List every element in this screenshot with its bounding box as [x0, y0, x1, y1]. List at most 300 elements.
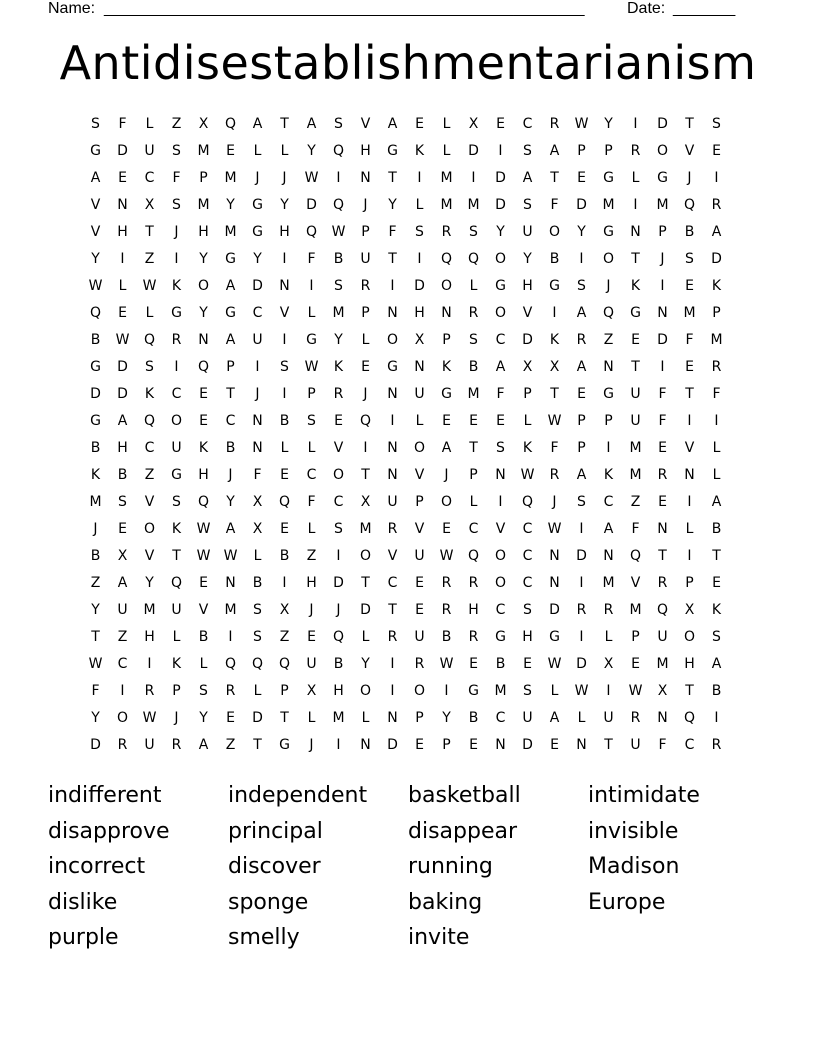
- grid-letter: X: [468, 115, 479, 132]
- grid-letter: E: [199, 385, 208, 402]
- grid-letter: P: [469, 466, 478, 483]
- grid-letter: K: [441, 358, 452, 375]
- grid-letter: D: [657, 331, 668, 348]
- grid-letter: S: [253, 628, 262, 645]
- grid-letter: H: [414, 304, 425, 321]
- grid-letter: E: [712, 142, 721, 159]
- grid-letter: O: [413, 439, 426, 456]
- grid-letter: S: [334, 520, 343, 537]
- grid-letter: J: [309, 736, 314, 753]
- grid-letter: M: [359, 520, 372, 537]
- grid-letter: G: [630, 304, 641, 321]
- grid-letter: I: [714, 169, 719, 186]
- grid-letter: A: [549, 142, 560, 159]
- grid-letter: E: [415, 574, 424, 591]
- grid-letter: Q: [467, 250, 480, 267]
- grid-letter: I: [255, 358, 260, 375]
- grid-letter: I: [579, 574, 584, 591]
- grid-letter: G: [306, 331, 317, 348]
- grid-letter: Y: [442, 709, 451, 726]
- grid-letter: R: [630, 142, 641, 159]
- grid-letter: K: [711, 601, 722, 618]
- grid-letter: Y: [226, 196, 235, 213]
- grid-letter: U: [414, 547, 425, 564]
- grid-letter: V: [90, 196, 101, 213]
- grid-letter: N: [684, 466, 695, 483]
- grid-letter: C: [522, 520, 533, 537]
- grid-letter: S: [172, 196, 181, 213]
- grid-letter: B: [468, 358, 479, 375]
- grid-letter: R: [603, 601, 614, 618]
- grid-letter: Y: [226, 493, 235, 510]
- grid-letter: J: [93, 520, 98, 537]
- grid-letter: B: [711, 682, 722, 699]
- grid-letter: D: [360, 601, 371, 618]
- grid-letter: U: [657, 628, 668, 645]
- grid-letter: B: [711, 520, 722, 537]
- grid-letter: M: [440, 169, 453, 186]
- grid-letter: P: [604, 142, 613, 159]
- grid-letter: A: [225, 331, 236, 348]
- grid-letter: X: [144, 196, 155, 213]
- grid-letter: Y: [199, 304, 208, 321]
- grid-letter: D: [414, 277, 425, 294]
- grid-letter: S: [145, 358, 154, 375]
- grid-letter: A: [522, 169, 533, 186]
- grid-letter: J: [660, 250, 665, 267]
- grid-letter: V: [414, 466, 425, 483]
- grid-letter: O: [683, 628, 696, 645]
- word-list-item: running: [408, 854, 493, 880]
- grid-letter: V: [387, 547, 398, 564]
- grid-letter: Y: [523, 250, 532, 267]
- grid-letter: V: [414, 520, 425, 537]
- grid-letter: D: [468, 142, 479, 159]
- grid-letter: W: [196, 547, 211, 564]
- grid-letter: M: [224, 223, 237, 240]
- grid-letter: B: [495, 655, 506, 672]
- grid-letter: I: [309, 277, 314, 294]
- word-list-item: disapprove: [48, 818, 170, 844]
- grid-letter: M: [629, 466, 642, 483]
- grid-letter: E: [415, 736, 424, 753]
- name-label: Name:: [48, 0, 96, 17]
- grid-letter: V: [279, 304, 290, 321]
- grid-letter: X: [279, 601, 290, 618]
- grid-letter: G: [549, 628, 560, 645]
- grid-letter: K: [171, 520, 182, 537]
- grid-letter: V: [684, 439, 695, 456]
- grid-letter: I: [120, 682, 125, 699]
- grid-letter: Q: [602, 304, 615, 321]
- grid-letter: Z: [144, 250, 155, 267]
- grid-letter: P: [523, 385, 532, 402]
- grid-letter: D: [711, 250, 722, 267]
- grid-letter: R: [468, 574, 479, 591]
- grid-letter: D: [252, 277, 263, 294]
- grid-letter: N: [495, 466, 506, 483]
- grid-letter: P: [631, 628, 640, 645]
- grid-letter: P: [280, 682, 289, 699]
- grid-letter: O: [494, 574, 507, 591]
- grid-letter: M: [143, 601, 156, 618]
- grid-letter: J: [363, 385, 368, 402]
- grid-letter: X: [306, 682, 317, 699]
- grid-letter: G: [171, 304, 182, 321]
- grid-letter: U: [414, 628, 425, 645]
- grid-letter: W: [88, 655, 103, 672]
- grid-letter: L: [442, 142, 451, 159]
- grid-letter: A: [198, 736, 209, 753]
- grid-letter: T: [550, 169, 559, 186]
- grid-letter: X: [603, 655, 614, 672]
- grid-letter: R: [576, 331, 587, 348]
- grid-letter: R: [387, 520, 398, 537]
- grid-letter: G: [468, 682, 479, 699]
- grid-letter: T: [388, 169, 397, 186]
- grid-letter: Y: [604, 115, 613, 132]
- grid-letter: R: [387, 628, 398, 645]
- grid-letter: C: [495, 709, 506, 726]
- grid-letter: D: [387, 736, 398, 753]
- grid-letter: W: [574, 682, 589, 699]
- grid-letter: U: [360, 250, 371, 267]
- grid-letter: P: [415, 709, 424, 726]
- grid-letter: U: [117, 601, 128, 618]
- grid-letter: U: [144, 736, 155, 753]
- grid-letter: T: [145, 223, 154, 240]
- grid-letter: E: [631, 331, 640, 348]
- grid-letter: I: [498, 142, 503, 159]
- grid-letter: N: [387, 709, 398, 726]
- grid-letter: R: [576, 601, 587, 618]
- grid-letter: F: [253, 466, 262, 483]
- grid-letter: U: [306, 655, 317, 672]
- grid-letter: I: [606, 439, 611, 456]
- grid-letter: N: [549, 574, 560, 591]
- grid-letter: D: [522, 736, 533, 753]
- grid-letter: U: [252, 331, 263, 348]
- grid-letter: J: [309, 601, 314, 618]
- grid-letter: U: [630, 412, 641, 429]
- word-list-item: baking: [408, 889, 483, 915]
- grid-letter: V: [360, 115, 371, 132]
- name-field-line: ______________________________________________________: [104, 0, 585, 17]
- grid-letter: L: [145, 115, 154, 132]
- grid-letter: N: [441, 304, 452, 321]
- grid-letter: D: [90, 385, 101, 402]
- grid-letter: N: [225, 574, 236, 591]
- grid-letter: I: [687, 493, 692, 510]
- grid-letter: D: [576, 547, 587, 564]
- grid-letter: N: [495, 736, 506, 753]
- grid-letter: T: [280, 115, 289, 132]
- grid-letter: F: [658, 736, 667, 753]
- grid-letter: I: [633, 196, 638, 213]
- grid-letter: D: [495, 196, 506, 213]
- grid-letter: I: [282, 331, 287, 348]
- grid-letter: Q: [224, 115, 237, 132]
- grid-letter: C: [495, 331, 506, 348]
- grid-letter: H: [684, 655, 695, 672]
- grid-letter: M: [710, 331, 723, 348]
- grid-letter: I: [390, 655, 395, 672]
- grid-letter: H: [360, 142, 371, 159]
- grid-letter: N: [603, 358, 614, 375]
- grid-letter: I: [579, 520, 584, 537]
- grid-letter: X: [522, 358, 533, 375]
- grid-letter: N: [198, 331, 209, 348]
- grid-letter: E: [469, 736, 478, 753]
- grid-letter: E: [307, 628, 316, 645]
- grid-letter: I: [660, 277, 665, 294]
- grid-letter: S: [712, 628, 721, 645]
- grid-letter: S: [415, 223, 424, 240]
- grid-letter: R: [333, 385, 344, 402]
- grid-letter: S: [469, 223, 478, 240]
- grid-letter: M: [89, 493, 102, 510]
- grid-letter: N: [387, 385, 398, 402]
- grid-letter: T: [685, 115, 694, 132]
- grid-letter: R: [171, 736, 182, 753]
- grid-letter: M: [224, 601, 237, 618]
- grid-letter: L: [442, 115, 451, 132]
- word-list-item: Madison: [588, 854, 680, 880]
- date-field-line: _______: [673, 0, 736, 17]
- grid-letter: P: [361, 223, 370, 240]
- grid-letter: A: [576, 358, 587, 375]
- grid-letter: O: [494, 304, 507, 321]
- grid-letter: O: [332, 466, 345, 483]
- grid-letter: N: [657, 709, 668, 726]
- grid-letter: X: [684, 601, 695, 618]
- grid-letter: E: [577, 385, 586, 402]
- grid-letter: S: [523, 682, 532, 699]
- grid-letter: W: [547, 412, 562, 429]
- grid-letter: O: [386, 331, 399, 348]
- grid-letter: S: [307, 412, 316, 429]
- grid-letter: U: [522, 709, 533, 726]
- grid-letter: L: [307, 439, 316, 456]
- grid-letter: N: [117, 196, 128, 213]
- grid-letter: S: [334, 115, 343, 132]
- grid-letter: R: [549, 115, 560, 132]
- grid-letter: M: [197, 142, 210, 159]
- grid-letter: X: [252, 493, 263, 510]
- grid-letter: G: [549, 277, 560, 294]
- grid-letter: I: [687, 547, 692, 564]
- word-list-item: Europe: [588, 889, 666, 915]
- grid-letter: L: [307, 520, 316, 537]
- puzzle-title: Antidisestablishmentarianism: [59, 36, 757, 90]
- grid-letter: M: [494, 682, 507, 699]
- grid-letter: D: [522, 331, 533, 348]
- grid-letter: M: [467, 385, 480, 402]
- grid-letter: S: [523, 601, 532, 618]
- grid-letter: V: [144, 493, 155, 510]
- grid-letter: N: [576, 736, 587, 753]
- grid-letter: O: [440, 277, 453, 294]
- grid-letter: A: [225, 277, 236, 294]
- grid-letter: V: [333, 439, 344, 456]
- grid-letter: K: [711, 277, 722, 294]
- grid-letter: T: [604, 736, 613, 753]
- grid-letter: P: [172, 682, 181, 699]
- grid-letter: A: [387, 115, 398, 132]
- grid-letter: N: [360, 169, 371, 186]
- grid-letter: M: [197, 196, 210, 213]
- grid-letter: F: [307, 250, 316, 267]
- grid-letter: E: [280, 466, 289, 483]
- grid-letter: I: [633, 115, 638, 132]
- grid-letter: E: [118, 520, 127, 537]
- grid-letter: L: [253, 682, 262, 699]
- grid-letter: A: [549, 709, 560, 726]
- grid-letter: Y: [334, 331, 343, 348]
- word-list-item: principal: [228, 818, 323, 844]
- grid-letter: M: [467, 196, 480, 213]
- grid-letter: S: [577, 493, 586, 510]
- grid-letter: K: [333, 358, 344, 375]
- grid-letter: T: [712, 547, 721, 564]
- grid-letter: U: [522, 223, 533, 240]
- grid-letter: M: [683, 304, 696, 321]
- grid-letter: E: [280, 520, 289, 537]
- grid-letter: A: [711, 655, 722, 672]
- grid-letter: L: [118, 277, 127, 294]
- grid-letter: G: [225, 304, 236, 321]
- grid-letter: S: [253, 601, 262, 618]
- grid-letter: B: [684, 223, 695, 240]
- grid-letter: C: [144, 169, 155, 186]
- grid-letter: Y: [145, 574, 154, 591]
- grid-letter: L: [307, 709, 316, 726]
- grid-letter: X: [117, 547, 128, 564]
- grid-letter: B: [279, 547, 290, 564]
- grid-letter: J: [606, 277, 611, 294]
- grid-letter: H: [198, 223, 209, 240]
- grid-letter: W: [331, 223, 346, 240]
- grid-letter: C: [495, 601, 506, 618]
- grid-letter: Q: [170, 574, 183, 591]
- grid-letter: I: [363, 439, 368, 456]
- grid-letter: T: [280, 709, 289, 726]
- grid-letter: F: [712, 385, 721, 402]
- grid-letter: A: [225, 520, 236, 537]
- grid-letter: Q: [197, 358, 210, 375]
- grid-letter: C: [522, 574, 533, 591]
- grid-letter: G: [441, 385, 452, 402]
- grid-letter: U: [414, 385, 425, 402]
- grid-letter: M: [332, 709, 345, 726]
- grid-letter: F: [550, 439, 559, 456]
- grid-letter: W: [196, 520, 211, 537]
- grid-letter: Z: [117, 628, 128, 645]
- grid-letter: U: [387, 493, 398, 510]
- grid-letter: A: [252, 115, 263, 132]
- grid-letter: M: [629, 439, 642, 456]
- grid-letter: H: [468, 601, 479, 618]
- grid-letter: W: [439, 547, 454, 564]
- grid-letter: Q: [251, 655, 264, 672]
- grid-letter: Y: [280, 196, 289, 213]
- grid-letter: S: [334, 277, 343, 294]
- grid-letter: P: [442, 736, 451, 753]
- grid-letter: A: [306, 115, 317, 132]
- grid-letter: X: [198, 115, 209, 132]
- grid-letter: X: [549, 358, 560, 375]
- grid-letter: C: [333, 493, 344, 510]
- grid-letter: Y: [91, 250, 100, 267]
- grid-letter: I: [714, 709, 719, 726]
- grid-letter: E: [118, 304, 127, 321]
- grid-letter: Q: [305, 223, 318, 240]
- grid-letter: E: [415, 115, 424, 132]
- grid-letter: T: [361, 466, 370, 483]
- grid-letter: A: [711, 223, 722, 240]
- grid-letter: W: [439, 655, 454, 672]
- grid-letter: X: [414, 331, 425, 348]
- grid-letter: I: [228, 628, 233, 645]
- grid-letter: P: [226, 358, 235, 375]
- grid-letter: T: [631, 250, 640, 267]
- grid-letter: R: [441, 574, 452, 591]
- grid-letter: J: [444, 466, 449, 483]
- grid-letter: D: [306, 196, 317, 213]
- grid-letter: O: [359, 547, 372, 564]
- grid-letter: B: [333, 655, 344, 672]
- grid-letter: B: [333, 250, 344, 267]
- grid-letter: T: [550, 385, 559, 402]
- grid-letter: M: [602, 196, 615, 213]
- grid-letter: L: [604, 628, 613, 645]
- grid-letter: V: [198, 601, 209, 618]
- grid-letter: I: [282, 574, 287, 591]
- grid-letter: G: [252, 223, 263, 240]
- grid-letter: C: [225, 412, 236, 429]
- grid-letter: I: [174, 358, 179, 375]
- grid-letter: I: [147, 655, 152, 672]
- grid-letter: S: [523, 142, 532, 159]
- word-list-item: invite: [408, 925, 470, 951]
- grid-letter: G: [495, 628, 506, 645]
- grid-letter: A: [576, 304, 587, 321]
- grid-letter: O: [548, 223, 561, 240]
- grid-letter: L: [712, 439, 721, 456]
- grid-letter: H: [306, 574, 317, 591]
- grid-letter: A: [603, 520, 614, 537]
- grid-letter: R: [630, 709, 641, 726]
- word-list-item: indifferent: [48, 783, 162, 809]
- grid-letter: H: [117, 223, 128, 240]
- grid-letter: E: [523, 655, 532, 672]
- grid-letter: M: [440, 196, 453, 213]
- grid-letter: T: [226, 385, 235, 402]
- grid-letter: E: [361, 358, 370, 375]
- grid-letter: A: [441, 439, 452, 456]
- grid-letter: K: [522, 439, 533, 456]
- grid-letter: I: [687, 412, 692, 429]
- grid-letter: K: [144, 385, 155, 402]
- grid-letter: E: [118, 169, 127, 186]
- grid-letter: P: [307, 385, 316, 402]
- grid-letter: Z: [225, 736, 236, 753]
- grid-letter: F: [172, 169, 181, 186]
- grid-letter: W: [142, 709, 157, 726]
- grid-letter: D: [333, 574, 344, 591]
- grid-letter: P: [604, 412, 613, 429]
- grid-letter: R: [225, 682, 236, 699]
